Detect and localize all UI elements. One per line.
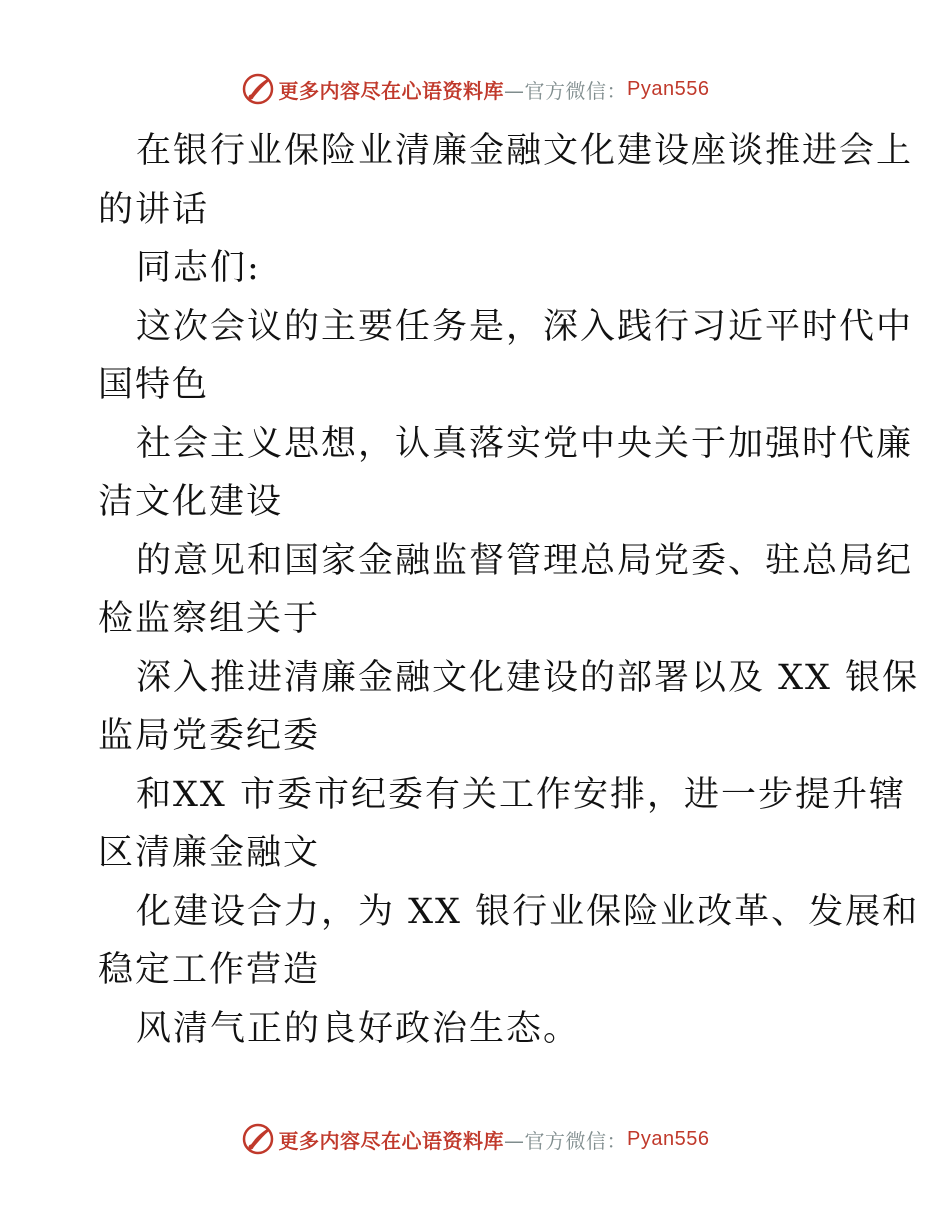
- body-line: 国特色: [98, 365, 210, 405]
- body-line: 在银行业保险业清廉金融文化建设座谈推进会上: [136, 131, 914, 171]
- body-line: 监局党委纪委: [98, 716, 321, 756]
- body-line: 和XX 市委市纪委有关工作安排，进一步提升辖: [136, 774, 906, 815]
- body-line: 社会主义思想，认真落实党中央关于加强时代廉: [136, 423, 914, 464]
- watermark-account: Pyan556: [627, 77, 710, 100]
- footer-watermark: [0, 1122, 950, 1156]
- body-line: 的意见和国家金融监督管理总局党委、驻总局纪: [136, 540, 914, 581]
- watermark-separator: —官方微信：: [504, 1128, 628, 1153]
- body-line: 区清廉金融文: [98, 833, 321, 873]
- body-line: 这次会议的主要任务是，深入践行习近平时代中: [136, 306, 914, 347]
- watermark-main-text: 更多内容尽在心语资料库: [278, 78, 505, 103]
- body-line: 风清气正的良好政治生态。: [136, 1008, 581, 1049]
- body-line: 化建设合力，为 XX 银行业保险业改革、发展和: [136, 891, 920, 932]
- brush-logo-icon: [241, 1122, 275, 1156]
- body-line: 同志们:: [136, 248, 261, 288]
- watermark-account: Pyan556: [627, 1127, 710, 1150]
- watermark-main-text: 更多内容尽在心语资料库: [278, 1128, 505, 1153]
- body-line: 深入推进清廉金融文化建设的部署以及 XX 银保: [136, 657, 920, 698]
- watermark-separator: —官方微信：: [504, 78, 628, 103]
- body-line: 检监察组关于: [98, 599, 321, 639]
- header-watermark: [0, 72, 950, 106]
- body-line: 洁文化建设: [98, 482, 284, 522]
- brush-logo-icon: [241, 72, 275, 106]
- body-line: 的讲话: [98, 189, 210, 230]
- document-body: [98, 122, 920, 1058]
- body-line: 稳定工作营造: [98, 950, 321, 990]
